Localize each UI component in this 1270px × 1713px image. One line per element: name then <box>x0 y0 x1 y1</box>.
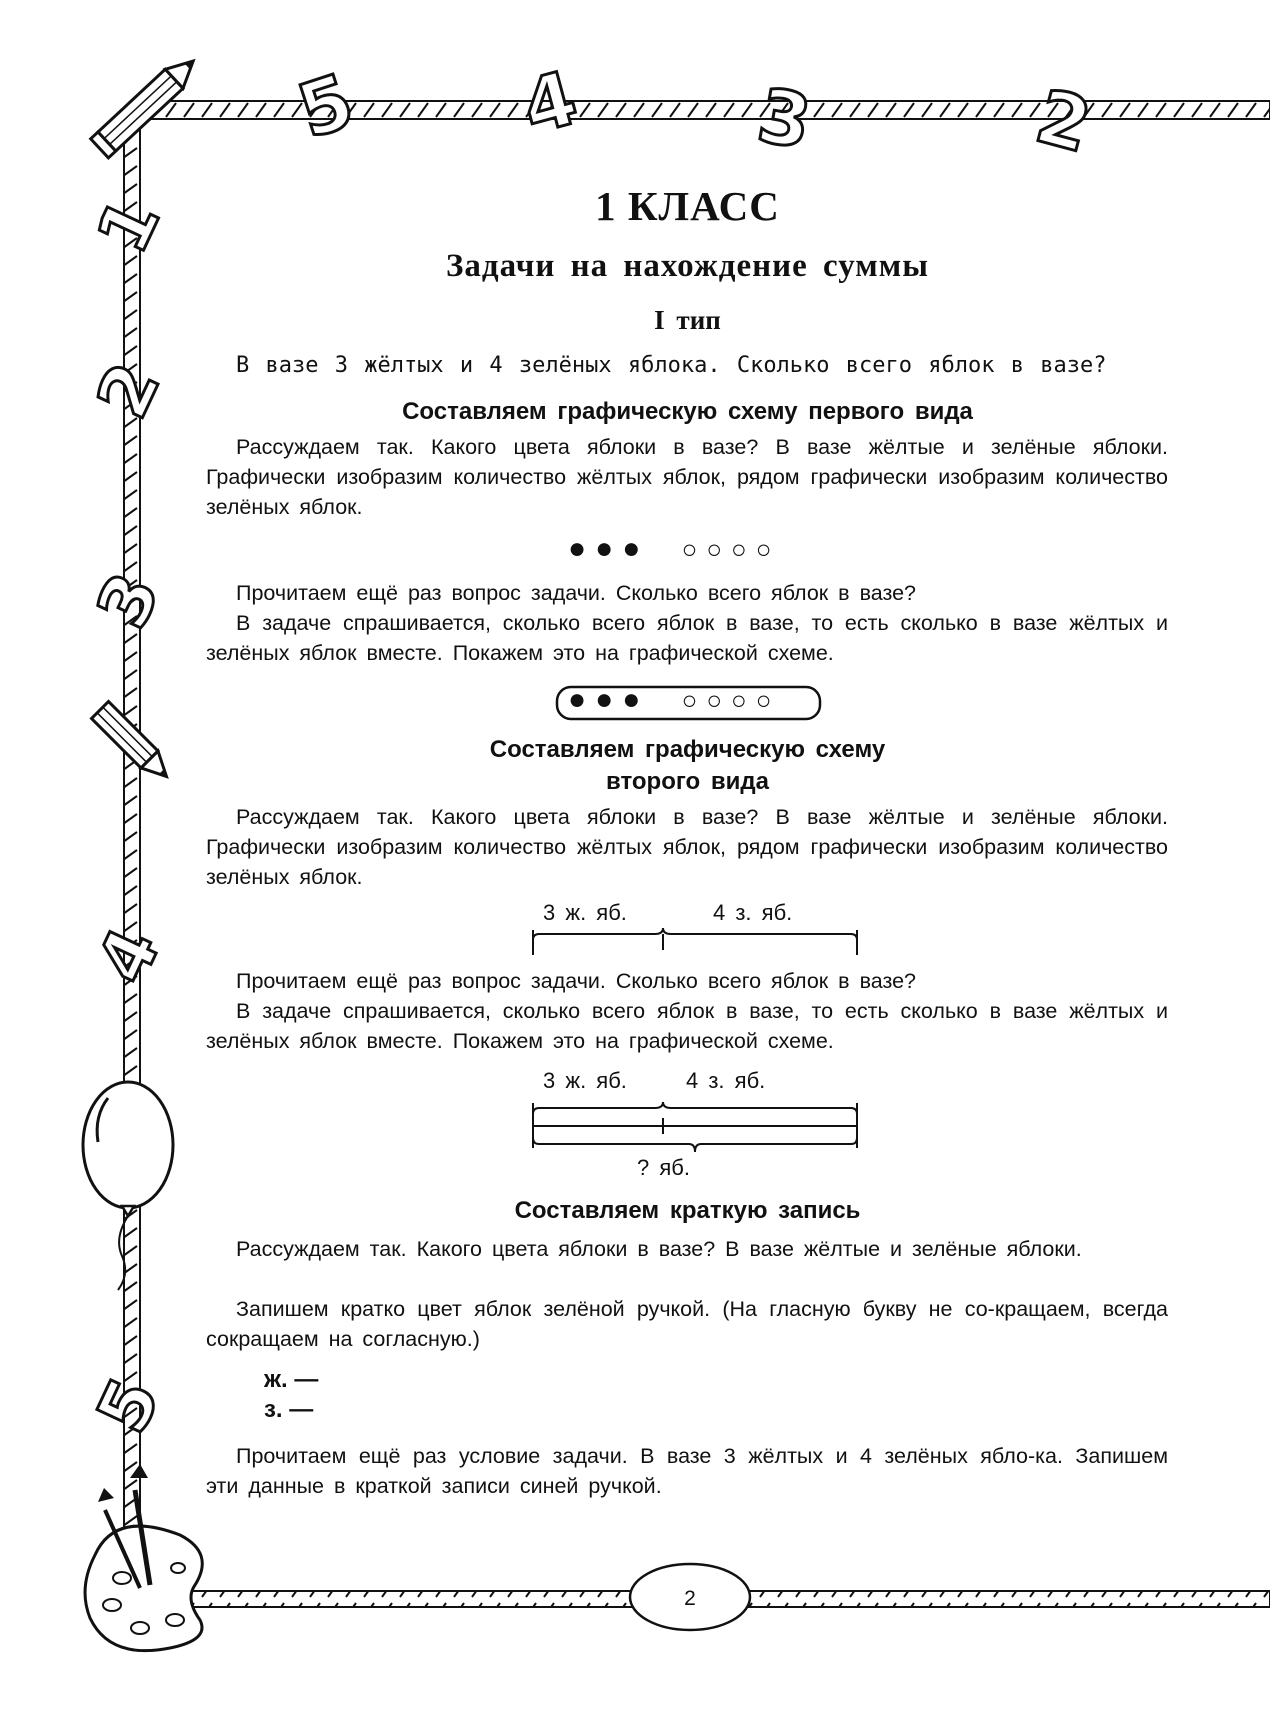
topic-subtitle: Задачи на нахождение суммы <box>445 248 930 284</box>
segment-scheme-brace <box>533 928 857 955</box>
section1-question-line: Прочитаем ещё раз вопрос задачи. Сколько всего яблок в вазе? <box>236 581 916 605</box>
section1-paragraph-1: Рассуждаем так. Какого цвета яблоки в вазе? В вазе жёлтые и зелёные яблоки. Графически изобразим количество жёлтых яблок, рядом графически изобразим количество зелёных яблок. <box>206 435 1168 519</box>
scheme2-label-total: ? яб. <box>637 1155 690 1180</box>
digit-three-decoration: 3 <box>751 72 818 167</box>
boxed-dots-row <box>568 685 780 715</box>
left-rope-border <box>124 120 140 1590</box>
section2-question-line: Прочитаем ещё раз вопрос задачи. Сколько всего яблок в вазе? <box>236 969 916 993</box>
short-record-line-yellow: ж. — <box>264 1366 319 1393</box>
digit-one-decoration: 1 <box>81 186 176 265</box>
empty-dots: ○○○○ <box>681 534 781 564</box>
digit-four-decoration: 4 <box>81 916 176 995</box>
section1-paragraph-2: В задаче спрашивается, сколько всего яблок в вазе, то есть сколько в вазе жёлтых и зелёных яблок вместе. Покажем это на графической схеме. <box>206 611 1168 665</box>
section-heading-short-record: Составляем краткую запись <box>514 1197 861 1224</box>
scheme1-label-yellow: 3 ж. яб. <box>543 900 627 925</box>
section-heading-scheme-2-line-1: Составляем графическую схему <box>489 736 886 763</box>
problem-statement: В вазе 3 жёлтых и 4 зелёных яблока. Сколько всего яблок в вазе? <box>236 353 1107 378</box>
paint-palette-icon <box>85 1464 202 1651</box>
section2-paragraph-2: В задаче спрашивается, сколько всего яблок в вазе, то есть сколько в вазе жёлтых и зелёных яблок вместе. Покажем это на графической схеме. <box>206 999 1168 1053</box>
scheme2-label-yellow: 3 ж. яб. <box>543 1068 627 1093</box>
section2-paragraph-1: Рассуждаем так. Какого цвета яблоки в вазе? В вазе жёлтые и зелёные яблоки. Графически изобразим количество жёлтых яблок, рядом графически изобразим количество зелёных яблок. <box>206 805 1168 889</box>
dots-row <box>568 534 780 564</box>
digit-four-decoration: 4 <box>513 55 586 152</box>
section3-paragraph-1: Рассуждаем так. Какого цвета яблоки в вазе? В вазе жёлтые и зелёные яблоки. <box>236 1237 1082 1261</box>
scheme1-label-green: 4 з. яб. <box>713 900 793 925</box>
filled-dots: ●●● <box>568 532 650 565</box>
page-title: 1 КЛАСС <box>595 183 780 229</box>
scheme2-label-green: 4 з. яб. <box>686 1068 766 1093</box>
page-number: 2 <box>684 1587 696 1610</box>
short-record-line-green: з. — <box>264 1396 314 1423</box>
digit-two-decoration: 2 <box>1027 73 1100 170</box>
section-heading-scheme-1: Составляем графическую схему первого вида <box>402 398 973 425</box>
boxed-filled-dots: ●●● <box>568 683 650 716</box>
boxed-empty-dots: ○○○○ <box>681 685 781 715</box>
digit-five-decoration: 5 <box>288 57 364 156</box>
problem-type-label: I тип <box>654 305 721 335</box>
section3-paragraph-2: Запишем кратко цвет яблок зелёной ручкой. (На гласную букву не со-кращаем, всегда сокращаем на согласную.) <box>206 1297 1168 1351</box>
section-heading-scheme-2-line-2: второго вида <box>606 768 769 795</box>
section3-paragraph-3: Прочитаем ещё раз условие задачи. В вазе 3 жёлтых и 4 зелёных ябло-ка. Запишем эти данные в краткой записи синей ручкой. <box>206 1444 1168 1498</box>
digit-two-decoration: 2 <box>81 351 176 430</box>
digit-five-decoration: 5 <box>81 1366 176 1445</box>
segment-scheme-total <box>533 1102 857 1152</box>
digit-three-decoration: 3 <box>81 561 176 640</box>
